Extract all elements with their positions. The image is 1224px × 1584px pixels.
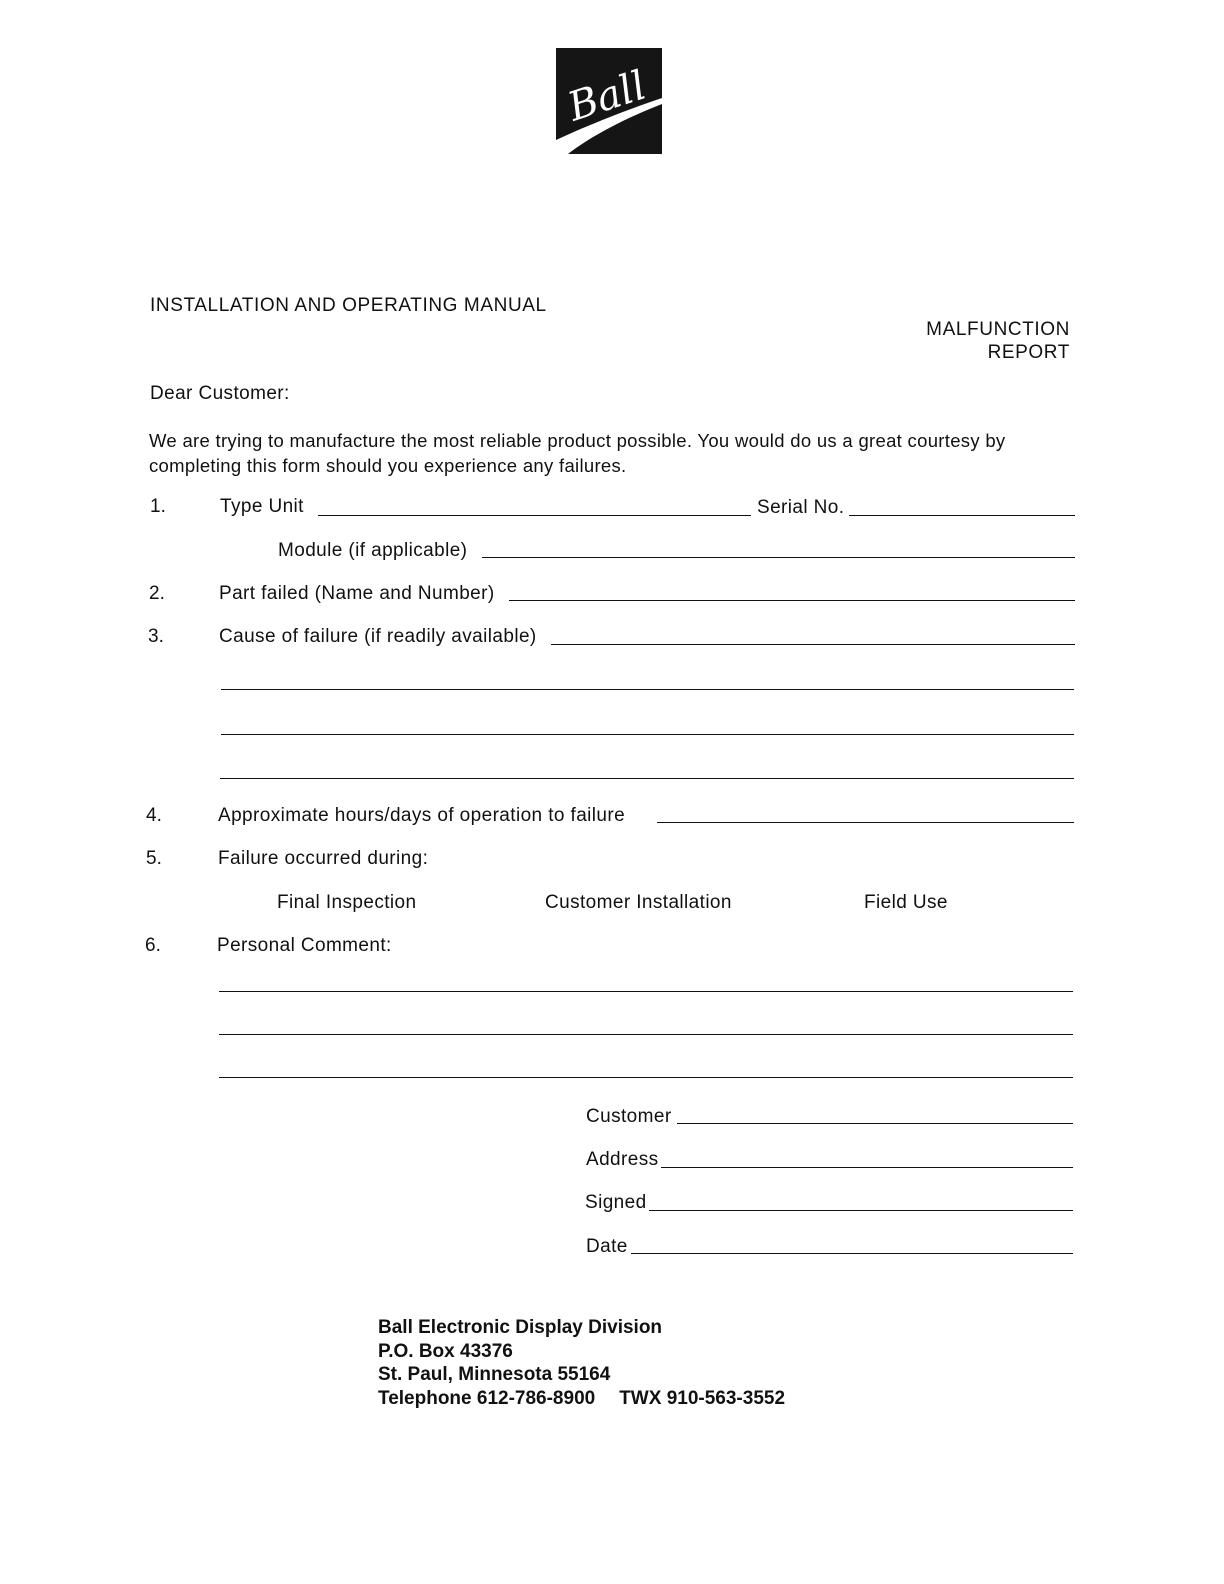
serial-no-field[interactable] xyxy=(849,515,1075,516)
option-final-inspection[interactable]: Final Inspection xyxy=(277,892,417,913)
report-title xyxy=(926,318,1070,364)
item-number-4: 4. xyxy=(146,805,162,826)
type-unit-field[interactable] xyxy=(318,515,751,516)
cause-label: Cause of failure (if readily available) xyxy=(219,626,537,647)
cause-field[interactable] xyxy=(551,644,1075,645)
telephone: Telephone 612-786-8900 xyxy=(378,1387,596,1409)
customer-field[interactable] xyxy=(677,1123,1073,1124)
twx-number: TWX 910-563-3552 xyxy=(619,1387,786,1409)
po-box: P.O. Box 43376 xyxy=(378,1340,513,1362)
date-label: Date xyxy=(586,1236,628,1257)
item-number-3: 3. xyxy=(148,626,164,647)
option-customer-installation[interactable]: Customer Installation xyxy=(545,892,732,913)
intro-paragraph: We are trying to manufacture the most reliable product possible. You would do us a great courtesy by completing this form should you experience any failures. xyxy=(149,430,1006,476)
salutation: Dear Customer: xyxy=(150,383,290,404)
company-name: Ball Electronic Display Division xyxy=(378,1317,663,1338)
contact-line xyxy=(378,1387,785,1411)
comment-line-3[interactable] xyxy=(219,1077,1073,1078)
signed-label: Signed xyxy=(585,1192,647,1213)
comment-line-2[interactable] xyxy=(219,1034,1073,1035)
option-field-use[interactable]: Field Use xyxy=(864,892,948,913)
part-failed-label: Part failed (Name and Number) xyxy=(219,583,495,604)
city-state-zip: St. Paul, Minnesota 55164 xyxy=(378,1364,611,1385)
item-number-1: 1. xyxy=(150,496,166,517)
item-number-5: 5. xyxy=(146,848,162,869)
hours-field[interactable] xyxy=(657,822,1074,823)
cause-extra-line-3[interactable] xyxy=(220,778,1074,779)
logo-wordmark: Ball xyxy=(562,62,652,131)
serial-no-label: Serial No. xyxy=(757,497,845,518)
comment-label: Personal Comment: xyxy=(217,935,392,956)
date-field[interactable] xyxy=(631,1253,1073,1254)
manual-title: INSTALLATION AND OPERATING MANUAL xyxy=(150,295,547,316)
report-title-line2: REPORT xyxy=(987,342,1070,363)
type-unit-label: Type Unit xyxy=(220,496,304,517)
report-title-line1: MALFUNCTION xyxy=(926,319,1070,340)
ball-logo xyxy=(556,48,662,154)
address-field[interactable] xyxy=(661,1167,1073,1168)
item-number-6: 6. xyxy=(145,935,161,956)
signed-field[interactable] xyxy=(649,1210,1073,1211)
item-number-2: 2. xyxy=(149,583,165,604)
address-label: Address xyxy=(586,1149,659,1170)
customer-label: Customer xyxy=(586,1106,672,1127)
ball-logo-graphic xyxy=(556,48,662,154)
occurred-label: Failure occurred during: xyxy=(218,848,429,869)
module-label: Module (if applicable) xyxy=(278,540,468,561)
cause-extra-line-2[interactable] xyxy=(221,734,1074,735)
comment-line-1[interactable] xyxy=(219,991,1073,992)
part-failed-field[interactable] xyxy=(509,600,1075,601)
hours-label: Approximate hours/days of operation to failure xyxy=(218,805,626,826)
company-address xyxy=(378,1316,785,1410)
module-field[interactable] xyxy=(482,557,1075,558)
cause-extra-line-1[interactable] xyxy=(221,689,1074,690)
